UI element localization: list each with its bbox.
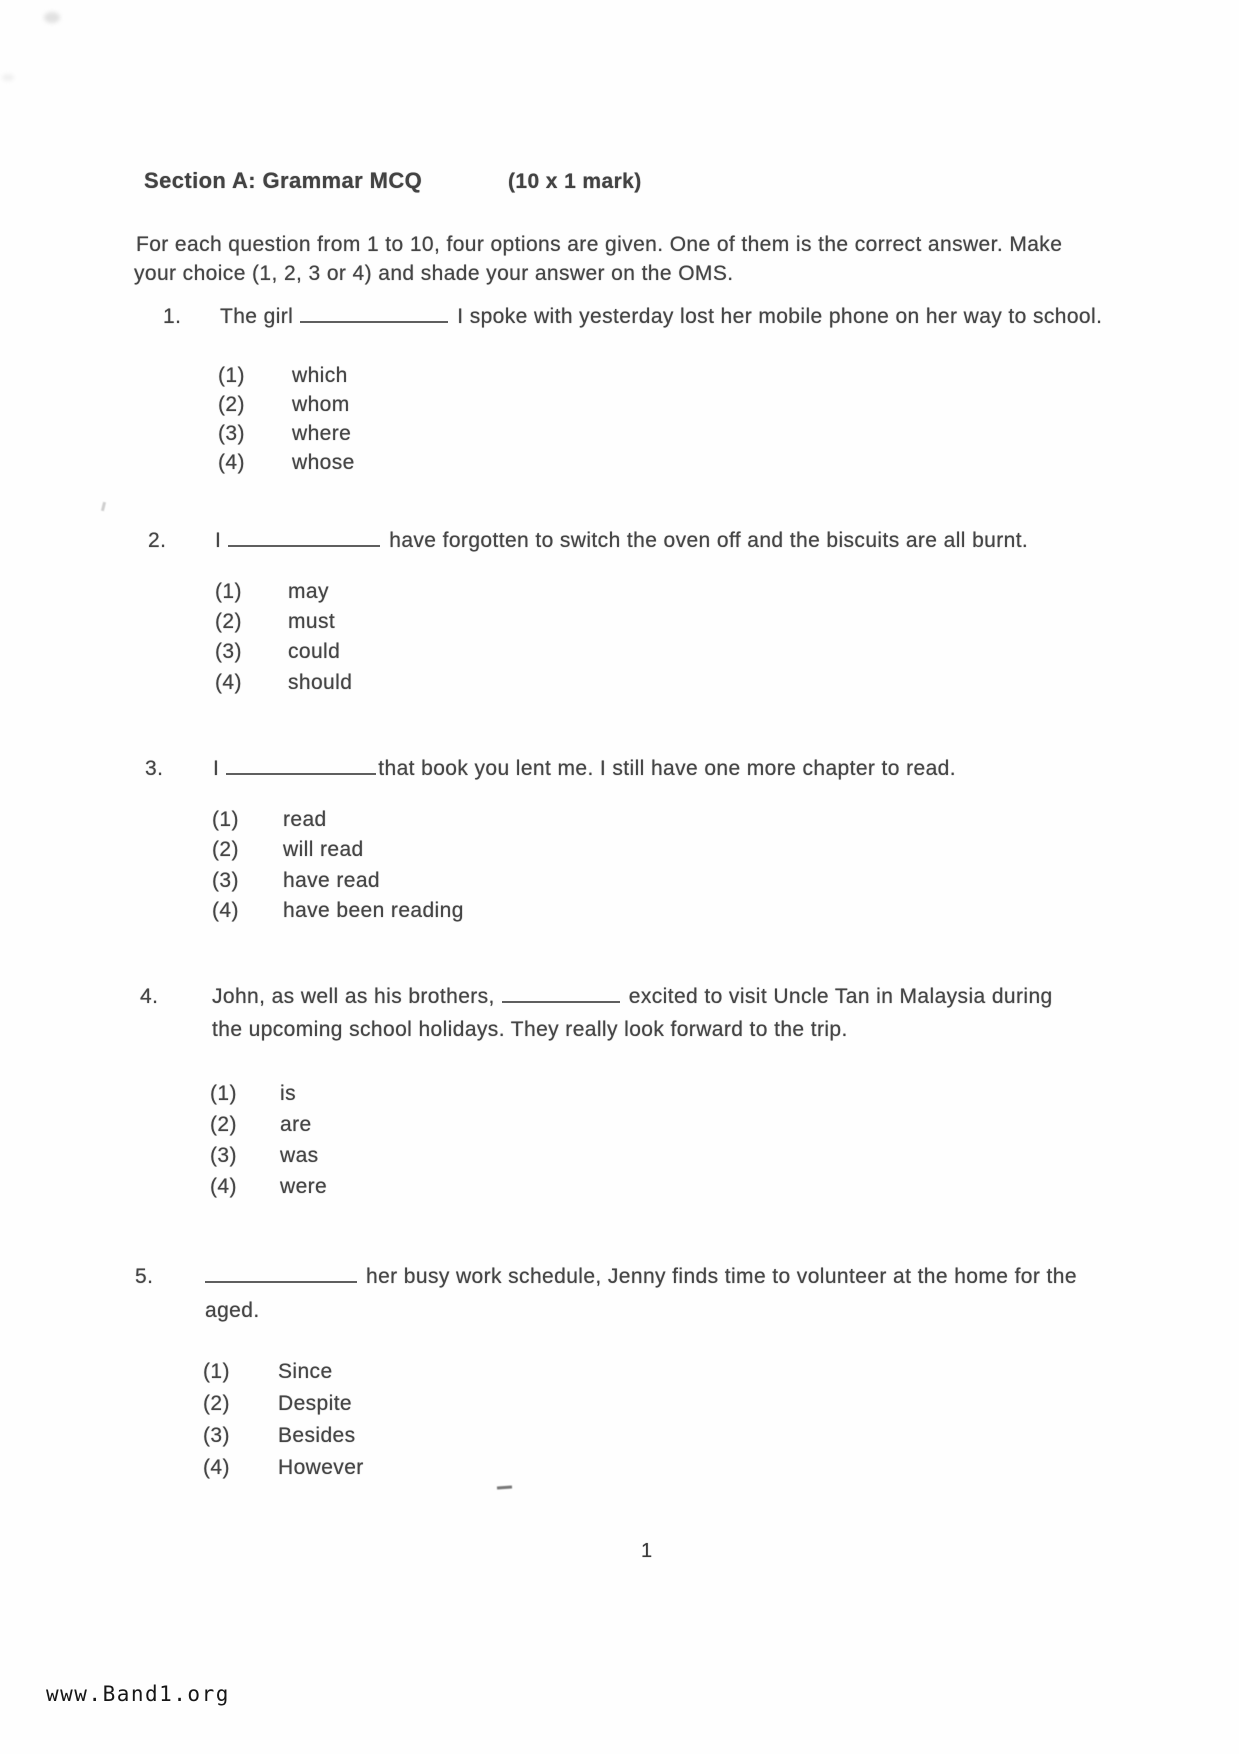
question-1-option-3-label: (3) (218, 422, 245, 445)
question-4-blank (502, 986, 620, 1003)
question-2-option-2-text: must (288, 610, 336, 633)
question-1-option-2-label: (2) (218, 393, 245, 416)
question-2-option-1-label: (1) (215, 580, 242, 603)
question-2-pre: I (215, 529, 222, 552)
question-3-option-4-text: have been reading (283, 899, 464, 922)
question-2-blank (228, 530, 380, 547)
question-5-option-2-text: Despite (278, 1392, 353, 1415)
question-4-option-1-label: (1) (210, 1082, 237, 1105)
question-1-pre: The girl (220, 305, 294, 328)
question-4-pre: John, as well as his brothers, (212, 985, 495, 1008)
question-3-option-2-text: will read (283, 838, 364, 861)
page-number: 1 (641, 1540, 653, 1562)
question-4-option-2-label: (2) (210, 1113, 237, 1136)
question-2-option-4-label: (4) (215, 671, 242, 694)
section-title: Section A: Grammar MCQ (144, 168, 423, 193)
scan-smudge-left-margin (2, 74, 14, 81)
question-1-text (220, 305, 1102, 329)
question-3-number: 3. (145, 757, 164, 780)
question-2-post: have forgotten to switch the oven off and the biscuits are all burnt. (389, 529, 1029, 552)
question-5-number: 5. (135, 1265, 154, 1288)
question-5-text-line-2: aged. (205, 1299, 260, 1322)
question-3-post: that book you lent me. I still have one more chapter to read. (378, 757, 956, 780)
question-4-number: 4. (140, 985, 159, 1008)
question-1-option-4-label: (4) (218, 451, 245, 474)
question-3-option-2-label: (2) (212, 838, 239, 861)
question-4-text-line-2: the upcoming school holidays. They really look forward to the trip. (212, 1018, 848, 1041)
question-1-option-4-text: whose (292, 451, 355, 474)
question-5-option-4-label: (4) (203, 1456, 230, 1479)
scan-dash-mark (497, 1485, 512, 1489)
question-1-option-1-text: which (292, 364, 348, 387)
instructions-line-2: your choice (1, 2, 3 or 4) and shade your answer on the OMS. (134, 262, 734, 285)
question-5-blank (205, 1266, 357, 1283)
question-3-text (213, 757, 956, 781)
question-2-number: 2. (148, 529, 167, 552)
question-4-option-2-text: are (280, 1113, 312, 1136)
question-4-option-4-text: were (280, 1175, 328, 1198)
question-2-option-4-text: should (288, 671, 353, 694)
question-3-pre: I (213, 757, 220, 780)
question-4-option-1-text: is (280, 1082, 296, 1105)
question-2-text (215, 529, 1028, 553)
question-5-option-4-text: However (278, 1456, 364, 1479)
question-1-post: I spoke with yesterday lost her mobile phone on her way to school. (457, 305, 1103, 328)
scan-smudge-top-left (44, 12, 60, 23)
question-1-option-1-label: (1) (218, 364, 245, 387)
question-5-option-1-text: Since (278, 1360, 333, 1383)
question-3-option-1-label: (1) (212, 808, 239, 831)
question-5-post: her busy work schedule, Jenny finds time to volunteer at the home for the (366, 1265, 1077, 1288)
question-3-option-4-label: (4) (212, 899, 239, 922)
scan-tick-left-margin (101, 502, 106, 511)
question-3-option-3-text: have read (283, 869, 381, 892)
question-1-option-2-text: whom (292, 393, 350, 416)
question-1-option-3-text: where (292, 422, 352, 445)
question-5-option-3-text: Besides (278, 1424, 356, 1447)
question-4-option-3-text: was (280, 1144, 319, 1167)
question-5-option-3-label: (3) (203, 1424, 230, 1447)
question-4-option-3-label: (3) (210, 1144, 237, 1167)
question-3-blank (226, 758, 376, 775)
footer-watermark: www.Band1.org (46, 1682, 230, 1706)
question-3-option-3-label: (3) (212, 869, 239, 892)
question-4-option-4-label: (4) (210, 1175, 237, 1198)
question-4-text-line-1 (212, 985, 1053, 1009)
question-3-option-1-text: read (283, 808, 327, 831)
instructions-line-1: For each question from 1 to 10, four options are given. One of them is the correct answer. Make (136, 233, 1063, 256)
question-2-option-3-text: could (288, 640, 341, 663)
question-5-option-1-label: (1) (203, 1360, 230, 1383)
question-5-text-line-1 (205, 1265, 1077, 1289)
question-5-option-2-label: (2) (203, 1392, 230, 1415)
question-2-option-2-label: (2) (215, 610, 242, 633)
question-1-blank (300, 306, 448, 323)
question-1-number: 1. (163, 305, 182, 328)
section-marks: (10 x 1 mark) (508, 170, 642, 193)
question-2-option-1-text: may (288, 580, 329, 603)
question-2-option-3-label: (3) (215, 640, 242, 663)
question-4-post: excited to visit Uncle Tan in Malaysia during (628, 985, 1053, 1008)
